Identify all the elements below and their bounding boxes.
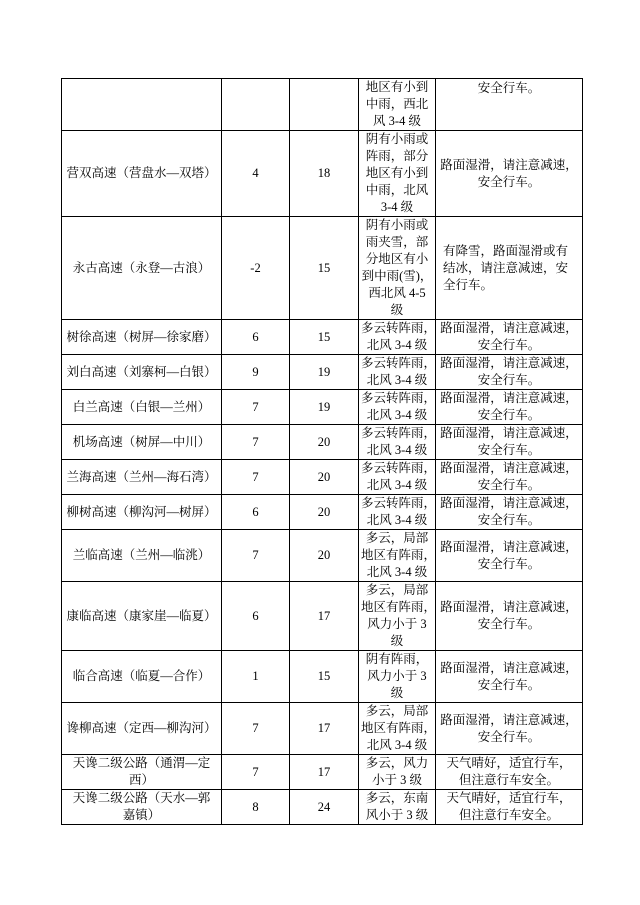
route-cell: 谗柳高速（定西—柳沟河） <box>62 703 222 755</box>
table-row <box>62 790 583 825</box>
table-row <box>62 79 583 131</box>
route-cell: 刘白高速（刘寨柯—白银） <box>62 355 222 390</box>
advice-cell: 路面湿滑，请注意减速， 安全行车。 <box>436 460 583 495</box>
temp-high-cell: 19 <box>290 355 359 390</box>
route-cell: 营双高速（营盘水—双塔） <box>62 131 222 217</box>
table-row <box>62 755 583 790</box>
weather-cell: 多云转阵雨， 北风 3-4 级 <box>359 355 436 390</box>
table-row <box>62 651 583 703</box>
temp-low-cell: 6 <box>222 320 290 355</box>
temp-low-cell: 4 <box>222 131 290 217</box>
route-cell: 树徐高速（树屏—徐家磨） <box>62 320 222 355</box>
temp-high-cell: 24 <box>290 790 359 825</box>
advice-cell: 路面湿滑，请注意减速， 安全行车。 <box>436 320 583 355</box>
advice-cell: 路面湿滑，请注意减速， 安全行车。 <box>436 582 583 651</box>
table-row <box>62 320 583 355</box>
forecast-table <box>61 78 583 825</box>
advice-cell: 路面湿滑，请注意减速， 安全行车。 <box>436 355 583 390</box>
table-row <box>62 131 583 217</box>
table-row <box>62 425 583 460</box>
temp-high-cell: 15 <box>290 651 359 703</box>
advice-cell: 路面湿滑，请注意减速， 安全行车。 <box>436 131 583 217</box>
temp-high-cell: 20 <box>290 530 359 582</box>
route-cell: 康临高速（康家崖—临夏） <box>62 582 222 651</box>
weather-cell: 阴有小雨或 阵雨，部分 地区有小到 中雨，北风 3-4 级 <box>359 131 436 217</box>
route-cell: 永古高速（永登—古浪） <box>62 217 222 320</box>
route-cell: 兰海高速（兰州—海石湾） <box>62 460 222 495</box>
weather-cell: 多云转阵雨， 北风 3-4 级 <box>359 495 436 530</box>
weather-cell: 多云，东南 风小于 3 级 <box>359 790 436 825</box>
temp-low-cell: 7 <box>222 390 290 425</box>
advice-cell: 路面湿滑，请注意减速， 安全行车。 <box>436 425 583 460</box>
weather-cell: 多云转阵雨， 北风 3-4 级 <box>359 425 436 460</box>
route-cell: 天谗二级公路（通渭—定 西） <box>62 755 222 790</box>
temp-low-cell: 7 <box>222 530 290 582</box>
temp-low-cell: 6 <box>222 495 290 530</box>
weather-cell: 多云转阵雨， 北风 3-4 级 <box>359 320 436 355</box>
temp-low-cell <box>222 79 290 131</box>
temp-low-cell: 8 <box>222 790 290 825</box>
table-row <box>62 355 583 390</box>
weather-cell: 多云，局部 地区有阵雨， 北风 3-4 级 <box>359 530 436 582</box>
advice-cell: 天气晴好，适宜行车， 但注意行车安全。 <box>436 790 583 825</box>
table-row <box>62 390 583 425</box>
weather-cell: 多云，局部 地区有阵雨， 北风 3-4 级 <box>359 703 436 755</box>
weather-cell: 多云，风力 小于 3 级 <box>359 755 436 790</box>
weather-cell: 地区有小到 中雨，西北 风 3-4 级 <box>359 79 436 131</box>
temp-low-cell: 7 <box>222 460 290 495</box>
route-cell: 临合高速（临夏—合作） <box>62 651 222 703</box>
temp-high-cell <box>290 79 359 131</box>
route-cell: 机场高速（树屏—中川） <box>62 425 222 460</box>
temp-high-cell: 18 <box>290 131 359 217</box>
temp-low-cell: 1 <box>222 651 290 703</box>
weather-cell: 阴有小雨或 雨夹雪，部 分地区有小 到中雨(雪)， 西北风 4-5 级 <box>359 217 436 320</box>
temp-high-cell: 15 <box>290 320 359 355</box>
weather-cell: 阴有阵雨， 风力小于 3 级 <box>359 651 436 703</box>
table-row <box>62 460 583 495</box>
table-row <box>62 530 583 582</box>
temp-high-cell: 15 <box>290 217 359 320</box>
temp-high-cell: 20 <box>290 495 359 530</box>
temp-high-cell: 17 <box>290 755 359 790</box>
temp-low-cell: 7 <box>222 425 290 460</box>
advice-cell: 天气晴好，适宜行车， 但注意行车安全。 <box>436 755 583 790</box>
route-cell: 白兰高速（白银—兰州） <box>62 390 222 425</box>
table-row <box>62 217 583 320</box>
advice-cell: 有降雪，路面湿滑或有 结冰，请注意减速，安 全行车。 <box>436 217 583 320</box>
table-row <box>62 703 583 755</box>
temp-low-cell: 9 <box>222 355 290 390</box>
temp-high-cell: 20 <box>290 425 359 460</box>
temp-high-cell: 17 <box>290 703 359 755</box>
temp-high-cell: 19 <box>290 390 359 425</box>
route-cell: 柳树高速（柳沟河—树屏） <box>62 495 222 530</box>
weather-cell: 多云转阵雨， 北风 3-4 级 <box>359 460 436 495</box>
temp-high-cell: 20 <box>290 460 359 495</box>
route-cell: 天谗二级公路（天水—郭 嘉镇） <box>62 790 222 825</box>
advice-cell: 路面湿滑，请注意减速， 安全行车。 <box>436 530 583 582</box>
temp-high-cell: 17 <box>290 582 359 651</box>
advice-cell: 路面湿滑，请注意减速， 安全行车。 <box>436 390 583 425</box>
weather-cell: 多云转阵雨， 北风 3-4 级 <box>359 390 436 425</box>
temp-low-cell: 6 <box>222 582 290 651</box>
advice-cell: 路面湿滑，请注意减速， 安全行车。 <box>436 495 583 530</box>
temp-low-cell: 7 <box>222 755 290 790</box>
advice-cell: 安全行车。 <box>436 79 583 131</box>
temp-low-cell: 7 <box>222 703 290 755</box>
advice-cell: 路面湿滑，请注意减速， 安全行车。 <box>436 703 583 755</box>
advice-cell: 路面湿滑，请注意减速， 安全行车。 <box>436 651 583 703</box>
temp-low-cell: -2 <box>222 217 290 320</box>
weather-cell: 多云，局部 地区有阵雨， 风力小于 3 级 <box>359 582 436 651</box>
route-cell: 兰临高速（兰州—临洮） <box>62 530 222 582</box>
table-row <box>62 495 583 530</box>
table-row <box>62 582 583 651</box>
route-cell <box>62 79 222 131</box>
